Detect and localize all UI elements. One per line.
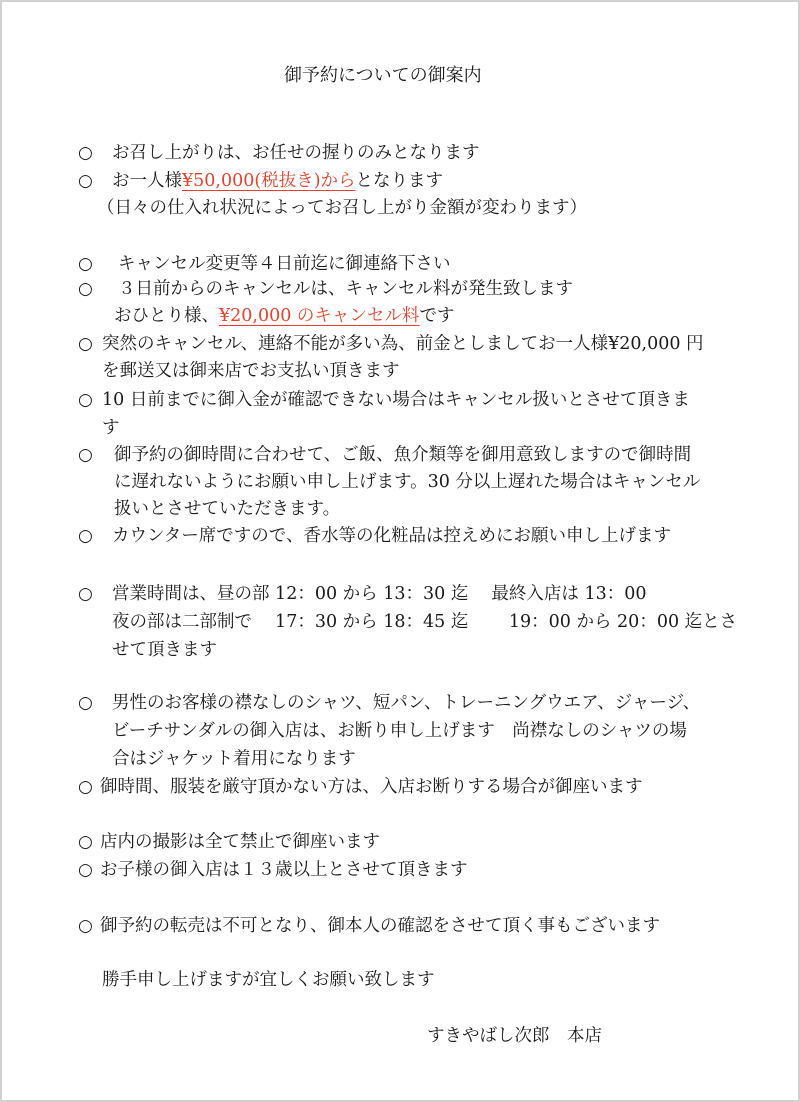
rule-line (112, 610, 737, 634)
rule-text: す (102, 418, 120, 438)
rule-bullet-icon: ○ (78, 143, 93, 163)
rule-line (112, 582, 646, 606)
rule-bullet-icon: ○ (78, 832, 93, 852)
rule-line (118, 252, 451, 276)
rule-bullet-icon: ○ (78, 526, 93, 546)
rule-text: 営業時間は、昼の部 12：00 から 13：30 迄 最終入店は 13：00 (112, 584, 647, 604)
rule-bullet-icon: ○ (78, 777, 93, 797)
rule-line (112, 141, 480, 165)
rule-bullet-icon: ○ (78, 916, 93, 936)
signature: すきやばし次郎 本店 (427, 1026, 602, 1046)
rule-line (102, 388, 690, 412)
rule-line (112, 524, 671, 548)
rule-text: 御予約の転売は不可となり、御本人の確認をさせて頂く事もございます (100, 916, 660, 936)
rule-text: キャンセル変更等４日前迄に御連絡下さい (118, 254, 451, 274)
rule-text: 扱いとさせていただきます。 (114, 499, 341, 519)
rule-text: ビーチサンダルの御入店は、お断り申し上げます 尚襟なしのシャツの場 (112, 721, 687, 741)
rule-text: 10 日前までに御入金が確認できない場合はキャンセル扱いとさせて頂きま (102, 390, 690, 410)
rule-line (114, 497, 340, 521)
rule-text: 合はジャケット着用になります (112, 749, 356, 769)
rule-line (97, 196, 587, 220)
rule-text: お子様の御入店は１３歳以上とさせて頂きます (100, 860, 468, 880)
rule-text: 御時間、服装を厳守頂かない方は、入店お断りする場合が御座います (100, 777, 643, 797)
closing-text: 勝手申し上げますが宜しくお願い致します (102, 970, 435, 990)
rule-text: 店内の撮影は全て禁止で御座います (100, 832, 380, 852)
rule-bullet-icon: ○ (78, 334, 93, 354)
rule-line (102, 416, 120, 440)
rule-text: 突然のキャンセル、連絡不能が多い為、前金としましてお一人様¥20,000 円 (102, 334, 704, 354)
rule-line (114, 304, 454, 328)
rule-text: に遅れないようにお願い申し上げます。30 分以上遅れた場合はキャンセル (114, 472, 701, 492)
rule-text: となります (355, 171, 444, 191)
rule-text: 夜の部は二部制で 17：30 から 18：45 迄 19：00 から 20：00 迄とさ (112, 612, 738, 632)
highlighted-price: ¥20,000 のキャンセル料 (219, 306, 420, 326)
rule-bullet-icon: ○ (78, 171, 93, 191)
rule-line (118, 277, 573, 301)
rule-text: お召し上がりは、お任せの握りのみとなります (112, 143, 480, 163)
rule-text: です (419, 306, 455, 326)
rule-bullet-icon: ○ (78, 584, 93, 604)
rule-line (112, 169, 443, 193)
rule-line (112, 638, 217, 662)
page-title: 御予約についての御案内 (284, 65, 482, 86)
rule-bullet-icon: ○ (78, 254, 93, 274)
rule-text: 男性のお客様の襟なしのシャツ、短パン、トレーニングウエア、ジャージ、 (112, 693, 701, 713)
rule-text: おひとり様、 (114, 306, 219, 326)
rule-line (100, 914, 660, 938)
rule-bullet-icon: ○ (78, 390, 93, 410)
rule-line (112, 719, 687, 743)
rule-line (100, 830, 380, 854)
rule-text: お一人様 (112, 171, 182, 191)
rule-text: カウンター席ですので、香水等の化粧品は控えめにお願い申し上げます (112, 526, 671, 546)
highlighted-price: ¥50,000(税抜き)から (182, 171, 356, 191)
rule-line (100, 775, 643, 799)
rule-bullet-icon: ○ (78, 693, 93, 713)
rule-line (100, 858, 468, 882)
rule-line (102, 359, 400, 383)
rule-line (112, 691, 700, 715)
rule-text: ３日前からのキャンセルは、キャンセル料が発生致します (118, 279, 573, 299)
rule-line (112, 747, 356, 771)
rule-text: 御予約の御時間に合わせて、ご飯、魚介類等を御用意致しますので御時間 (114, 445, 692, 465)
rule-text: せて頂きます (112, 640, 217, 660)
rule-line (102, 332, 704, 356)
rule-text: を郵送又は御来店でお支払い頂きます (102, 361, 400, 381)
rule-line (114, 443, 691, 467)
rule-bullet-icon: ○ (78, 860, 93, 880)
rule-text: （日々の仕入れ状況によってお召し上がり金額が変わります） (97, 198, 587, 218)
rule-bullet-icon: ○ (78, 279, 93, 299)
rule-bullet-icon: ○ (78, 445, 93, 465)
rule-line (114, 470, 700, 494)
